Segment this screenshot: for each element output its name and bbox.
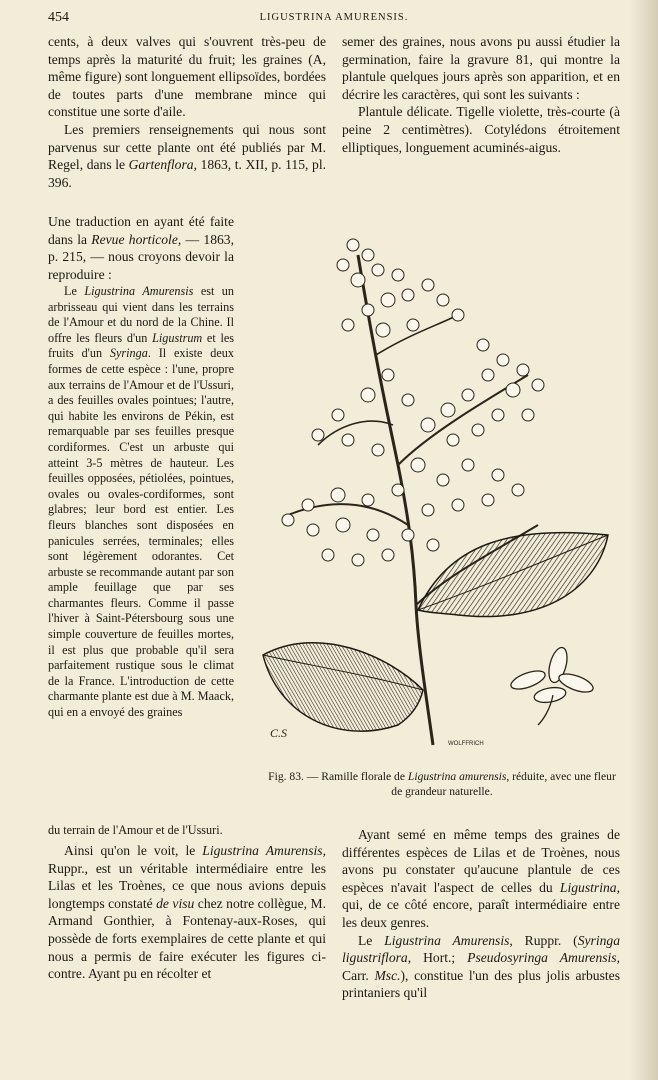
- flowering-branch-illustration: [258, 225, 620, 765]
- figure-83-engraving: [258, 225, 620, 765]
- paragraph-germination: semer des graines, nous avons pu aussi étudier la germination, faire la gravure 81, qui montre la plantule quelques jours après son apparition, et en décrire les caractères, qui sont les suivants :: [342, 34, 620, 102]
- flower-detail: [509, 646, 596, 725]
- leaves: [263, 533, 608, 732]
- running-title: LIGUSTRINA AMURENSIS.: [259, 12, 409, 23]
- engraver-monogram: C.S: [270, 726, 288, 740]
- left-narrow-paragraph: Une traduction en ayant été faite dans la Revue horticole, — 1863, p. 215, — nous croyons devoir la reproduire :: [48, 214, 234, 282]
- left-column-top: [48, 33, 326, 191]
- flower-panicle: [282, 239, 544, 566]
- quoted-description: Le Ligustrina Amurensis est un arbrisseau qui vient dans les terrains de l'Amour et du nord de la Chine. Il offre les fleurs d'un Ligustrum et les fruits d'un Syringa. Il existe deux formes de cette espèce : l'une, propre aux terrains de l'Amour et de l'Ussuri, a des feuilles ovales pointues; l'autre, qui habite les environs de Pékin, est remarquable par ses feuilles presque cordiformes. C'est un arbuste qui atteint 3-5 mètres de hauteur. Les feuilles opposées, pétiolées, pointues, ovales ou ovales-cordiformes, sont glabres; leur bord est entier. Les fleurs blanches sont disposées en panicules serrées, terminales; elles sont légèrement odorantes. Cet arbuste se recommande autant par son ample feuillage que par ses charmantes fleurs. Comme il passe l'hiver à Saint-Pétersbourg sous une simple couverture de feuilles mortes, il est plus que probable qu'il sera parfaitement rustique sous le climat de la France. L'introduction de cette charmante plante est due à M. Maack, qui en a envoyé des graines: [48, 284, 234, 720]
- page-edge-shadow: [630, 0, 658, 1080]
- engraver-signature: WOLFFRICH: [448, 741, 484, 747]
- page-number: 454: [48, 10, 69, 25]
- left-column-bottom: Ainsi qu'on le voit, le Ligustrina Amurensis, Ruppr., est un véritable intermédiaire entre les Lilas et les Troènes, ce que nous avions depuis longtemps constaté de visu chez notre collègue, M. Armand Gonthier, à Fontenay-aux-Roses, qui possède de forts exemplaires de cette plante et qui nous a permis de faire exécuter les figures ci-contre. Ayant pu en récolter et: [48, 843, 326, 982]
- page-header: [48, 10, 620, 30]
- paragraph-first-information: Les premiers renseignements qui nous sont parvenus sur cette plante ont été publiés par M. Regel, dans le Gartenflora, 1863, t. XII, p. 115, pl. 396.: [48, 121, 326, 190]
- figure-caption: Fig. 83. — Ramille florale de Ligustrina amurensis, réduite, avec une fleur de grandeur naturelle.: [268, 770, 616, 798]
- paragraph-seeds: cents, à deux valves qui s'ouvrent très-peu de temps après la maturité du fruit; les graines (A, même figure) sont longuement ellipsoïdes, bordées de toutes parts d'une membrane mince qui constitue une sorte d'aile.: [48, 34, 326, 120]
- paragraph-seedling: Plantule délicate. Tigelle violette, très-courte (à peine 2 centimètres). Cotylédons étroitement elliptiques, longuement acuminés-aigus.: [342, 104, 620, 155]
- right-column-top: [342, 33, 620, 156]
- quoted-description-end: du terrain de l'Amour et de l'Ussuri.: [48, 823, 223, 837]
- right-column-bottom: Ayant semé en même temps des graines de différentes espèces de Lilas et de Troènes, nous avons pu constater qu'aucune plantule de ces espèces n'avait l'aspect de celles du Ligustrina, qui, de ce côté encore, paraît intermédiaire entre les deux genres. Le Ligustrina Amurensis, Ruppr. (Syringa ligustriflora, Hort.; Pseudosyringa Amurensis, Carr. Msc.), constitue l'un des plus jolis arbustes printaniers qu'il: [342, 827, 621, 1001]
